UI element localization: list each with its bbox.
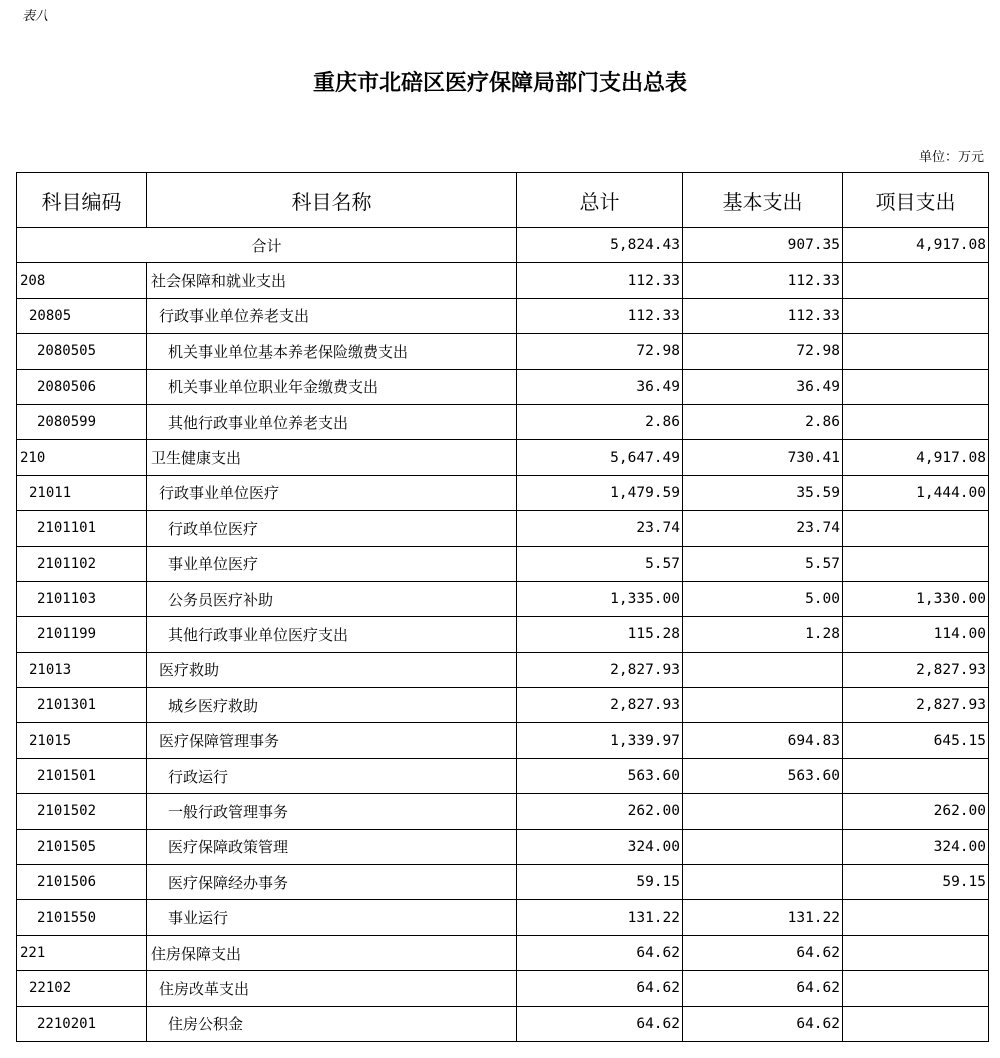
header-basic: 基本支出 [683, 173, 843, 228]
header-code: 科目编码 [17, 173, 147, 228]
row-basic [683, 794, 843, 829]
table-row [17, 617, 989, 652]
table-row [17, 334, 989, 369]
page-title: 重庆市北碚区医疗保障局部门支出总表 [312, 70, 687, 96]
row-project [843, 546, 989, 581]
row-name: 住房改革支出 [147, 971, 517, 1006]
row-total: 36.49 [517, 369, 683, 404]
row-code: 2210201 [17, 1006, 147, 1041]
row-basic: 64.62 [683, 1006, 843, 1041]
row-basic [683, 652, 843, 687]
row-project [843, 404, 989, 439]
row-name: 卫生健康支出 [147, 440, 517, 475]
row-basic: 563.60 [683, 758, 843, 793]
table-row [17, 440, 989, 475]
table-row [17, 865, 989, 900]
row-code: 21011 [17, 475, 147, 510]
expenditure-table [16, 172, 989, 1042]
row-project: 324.00 [843, 829, 989, 864]
table-row [17, 971, 989, 1006]
row-total: 1,479.59 [517, 475, 683, 510]
row-name: 机关事业单位基本养老保险缴费支出 [147, 334, 517, 369]
row-basic: 5.00 [683, 581, 843, 616]
row-total: 59.15 [517, 865, 683, 900]
table-row [17, 723, 989, 758]
row-project [843, 369, 989, 404]
row-name: 住房保障支出 [147, 935, 517, 970]
row-name: 行政事业单位医疗 [147, 475, 517, 510]
row-total: 2,827.93 [517, 688, 683, 723]
table-row [17, 794, 989, 829]
table-row [17, 369, 989, 404]
table-row [17, 475, 989, 510]
row-code: 20805 [17, 298, 147, 333]
row-code: 2101505 [17, 829, 147, 864]
row-total: 2,827.93 [517, 652, 683, 687]
row-project: 114.00 [843, 617, 989, 652]
row-name: 其他行政事业单位养老支出 [147, 404, 517, 439]
row-basic: 64.62 [683, 935, 843, 970]
row-name: 城乡医疗救助 [147, 688, 517, 723]
row-code: 22102 [17, 971, 147, 1006]
row-total: 115.28 [517, 617, 683, 652]
row-code: 21015 [17, 723, 147, 758]
row-project [843, 758, 989, 793]
row-basic: 64.62 [683, 971, 843, 1006]
table-row [17, 829, 989, 864]
row-code: 2101550 [17, 900, 147, 935]
table-row [17, 758, 989, 793]
row-code: 2101101 [17, 511, 147, 546]
table-row [17, 1006, 989, 1041]
row-code: 208 [17, 263, 147, 298]
table-row [17, 546, 989, 581]
row-name: 医疗保障政策管理 [147, 829, 517, 864]
row-total: 262.00 [517, 794, 683, 829]
row-code: 2101199 [17, 617, 147, 652]
row-project [843, 935, 989, 970]
row-name: 事业运行 [147, 900, 517, 935]
row-basic: 694.83 [683, 723, 843, 758]
table-row [17, 404, 989, 439]
row-total: 5,647.49 [517, 440, 683, 475]
row-name: 社会保障和就业支出 [147, 263, 517, 298]
row-basic: 5.57 [683, 546, 843, 581]
row-code: 2101506 [17, 865, 147, 900]
row-total: 1,339.97 [517, 723, 683, 758]
header-row [17, 173, 989, 228]
row-basic: 131.22 [683, 900, 843, 935]
row-project: 645.15 [843, 723, 989, 758]
row-total: 23.74 [517, 511, 683, 546]
row-basic: 35.59 [683, 475, 843, 510]
row-name: 机关事业单位职业年金缴费支出 [147, 369, 517, 404]
row-total: 112.33 [517, 298, 683, 333]
row-total: 1,335.00 [517, 581, 683, 616]
row-total: 2.86 [517, 404, 683, 439]
header-project: 项目支出 [843, 173, 989, 228]
row-code: 2101102 [17, 546, 147, 581]
row-project [843, 263, 989, 298]
row-code: 2101301 [17, 688, 147, 723]
row-basic: 112.33 [683, 298, 843, 333]
row-name: 行政单位医疗 [147, 511, 517, 546]
row-project [843, 971, 989, 1006]
row-project: 59.15 [843, 865, 989, 900]
row-project: 1,444.00 [843, 475, 989, 510]
row-project [843, 511, 989, 546]
row-total: 64.62 [517, 935, 683, 970]
table-row [17, 688, 989, 723]
row-basic [683, 829, 843, 864]
row-name: 行政运行 [147, 758, 517, 793]
row-code: 21013 [17, 652, 147, 687]
row-project: 1,330.00 [843, 581, 989, 616]
row-total: 324.00 [517, 829, 683, 864]
row-basic [683, 688, 843, 723]
row-basic [683, 865, 843, 900]
row-project: 2,827.93 [843, 688, 989, 723]
row-code: 210 [17, 440, 147, 475]
table-row [17, 298, 989, 333]
table-row [17, 263, 989, 298]
row-basic: 112.33 [683, 263, 843, 298]
row-name: 公务员医疗补助 [147, 581, 517, 616]
row-name: 其他行政事业单位医疗支出 [147, 617, 517, 652]
total-value: 5,824.43 [517, 228, 683, 263]
row-code: 2080506 [17, 369, 147, 404]
row-total: 64.62 [517, 1006, 683, 1041]
row-project [843, 298, 989, 333]
row-basic: 730.41 [683, 440, 843, 475]
header-total: 总计 [517, 173, 683, 228]
row-basic: 72.98 [683, 334, 843, 369]
row-project [843, 1006, 989, 1041]
table-row [17, 652, 989, 687]
row-name: 行政事业单位养老支出 [147, 298, 517, 333]
row-code: 221 [17, 935, 147, 970]
row-project [843, 334, 989, 369]
table-row [17, 511, 989, 546]
row-code: 2080599 [17, 404, 147, 439]
unit-label: 单位：万元 [918, 150, 984, 165]
table-row [17, 935, 989, 970]
row-code: 2101501 [17, 758, 147, 793]
total-basic: 907.35 [683, 228, 843, 263]
row-name: 医疗救助 [147, 652, 517, 687]
row-name: 一般行政管理事务 [147, 794, 517, 829]
row-code: 2101502 [17, 794, 147, 829]
header-name: 科目名称 [147, 173, 517, 228]
table-row [17, 900, 989, 935]
total-project: 4,917.08 [843, 228, 989, 263]
row-name: 医疗保障经办事务 [147, 865, 517, 900]
table-row [17, 581, 989, 616]
row-total: 131.22 [517, 900, 683, 935]
row-basic: 36.49 [683, 369, 843, 404]
row-total: 112.33 [517, 263, 683, 298]
row-total: 5.57 [517, 546, 683, 581]
row-basic: 1.28 [683, 617, 843, 652]
row-project: 2,827.93 [843, 652, 989, 687]
row-total: 72.98 [517, 334, 683, 369]
row-name: 医疗保障管理事务 [147, 723, 517, 758]
total-row [17, 228, 989, 263]
row-basic: 2.86 [683, 404, 843, 439]
row-basic: 23.74 [683, 511, 843, 546]
row-code: 2101103 [17, 581, 147, 616]
row-name: 事业单位医疗 [147, 546, 517, 581]
row-project [843, 900, 989, 935]
row-total: 64.62 [517, 971, 683, 1006]
table-number-label: 表八 [22, 9, 49, 24]
row-project: 262.00 [843, 794, 989, 829]
row-project: 4,917.08 [843, 440, 989, 475]
row-name: 住房公积金 [147, 1006, 517, 1041]
total-label: 合计 [17, 228, 517, 263]
row-total: 563.60 [517, 758, 683, 793]
row-code: 2080505 [17, 334, 147, 369]
